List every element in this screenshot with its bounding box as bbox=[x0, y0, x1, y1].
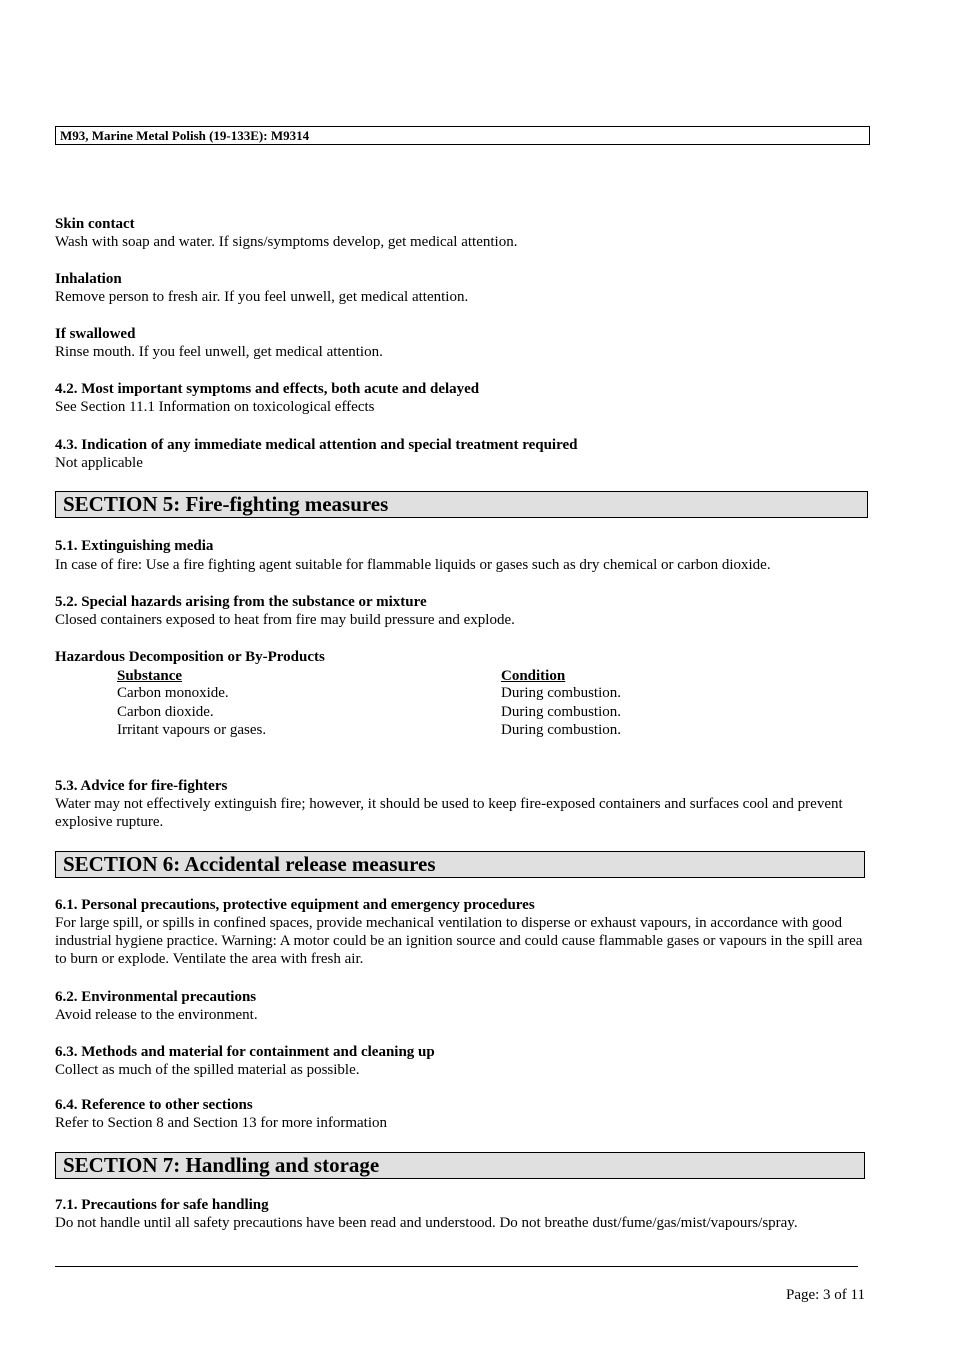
section-7-title-bar: SECTION 7: Handling and storage bbox=[55, 1152, 865, 1179]
table-cell-substance: Irritant vapours or gases. bbox=[117, 722, 267, 738]
inhalation-text: Remove person to fresh air. If you feel unwell, get medical attention. bbox=[55, 289, 469, 305]
section-7-1-text: Do not handle until all safety precautions have been read and understood. Do not breathe dust/fume/gas/mist/vapours/spray. bbox=[55, 1215, 798, 1231]
section-5-1-text: In case of fire: Use a fire fighting agent suitable for flammable liquids or gases such as dry chemical or carbon dioxide. bbox=[55, 557, 771, 573]
skin-contact-heading: Skin contact bbox=[55, 216, 135, 232]
section-6-2-text: Avoid release to the environment. bbox=[55, 1007, 258, 1023]
section-6-title-bar: SECTION 6: Accidental release measures bbox=[55, 851, 865, 878]
footer-divider bbox=[55, 1266, 858, 1267]
section-6-3-text: Collect as much of the spilled material as possible. bbox=[55, 1062, 360, 1078]
section-5-3-heading: 5.3. Advice for fire-fighters bbox=[55, 778, 228, 794]
section-6-4-heading: 6.4. Reference to other sections bbox=[55, 1097, 253, 1113]
section-6-4-text: Refer to Section 8 and Section 13 for more information bbox=[55, 1115, 387, 1131]
table-cell-substance: Carbon monoxide. bbox=[117, 685, 229, 701]
section-5-2-heading: 5.2. Special hazards arising from the substance or mixture bbox=[55, 594, 427, 610]
if-swallowed-text: Rinse mouth. If you feel unwell, get medical attention. bbox=[55, 344, 383, 360]
section-4-2-heading: 4.2. Most important symptoms and effects, both acute and delayed bbox=[55, 381, 480, 397]
section-6-1-text: For large spill, or spills in confined spaces, provide mechanical ventilation to disperse or exhaust vapours, in accordance with good industrial hygiene practice. Warning: A motor could be an ignition source and could cause flammable gases or vapours in the spill area to burn or explode. Ventilate the area with fresh air. bbox=[55, 915, 863, 967]
section-6-1-heading: 6.1. Personal precautions, protective equipment and emergency procedures bbox=[55, 897, 535, 913]
table-header-condition: Condition bbox=[501, 668, 566, 684]
section-6-3-heading: 6.3. Methods and material for containment and cleaning up bbox=[55, 1044, 435, 1060]
skin-contact-text: Wash with soap and water. If signs/symptoms develop, get medical attention. bbox=[55, 234, 518, 250]
table-cell-condition: During combustion. bbox=[501, 722, 621, 738]
table-header-substance: Substance bbox=[117, 668, 183, 684]
table-cell-condition: During combustion. bbox=[501, 704, 621, 720]
section-5-2-text: Closed containers exposed to heat from fire may build pressure and explode. bbox=[55, 612, 515, 628]
section-4-3-text: Not applicable bbox=[55, 455, 143, 471]
section-5-1-heading: 5.1. Extinguishing media bbox=[55, 538, 214, 554]
section-7-1-heading: 7.1. Precautions for safe handling bbox=[55, 1197, 269, 1213]
table-cell-condition: During combustion. bbox=[501, 685, 621, 701]
decomposition-heading: Hazardous Decomposition or By-Products bbox=[55, 649, 325, 665]
section-4-2-text: See Section 11.1 Information on toxicological effects bbox=[55, 399, 375, 415]
document-header: M93, Marine Metal Polish (19-133E): M9314 bbox=[55, 126, 870, 145]
table-cell-substance: Carbon dioxide. bbox=[117, 704, 214, 720]
page-number: Page: 3 of 11 bbox=[785, 1287, 865, 1303]
section-5-title-bar: SECTION 5: Fire-fighting measures bbox=[55, 491, 868, 518]
section-4-3-heading: 4.3. Indication of any immediate medical attention and special treatment required bbox=[55, 437, 578, 453]
if-swallowed-heading: If swallowed bbox=[55, 326, 136, 342]
section-6-2-heading: 6.2. Environmental precautions bbox=[55, 989, 257, 1005]
inhalation-heading: Inhalation bbox=[55, 271, 122, 287]
section-5-3-text: Water may not effectively extinguish fire; however, it should be used to keep fire-exposed containers and surfaces cool and prevent explosive rupture. bbox=[55, 796, 843, 830]
